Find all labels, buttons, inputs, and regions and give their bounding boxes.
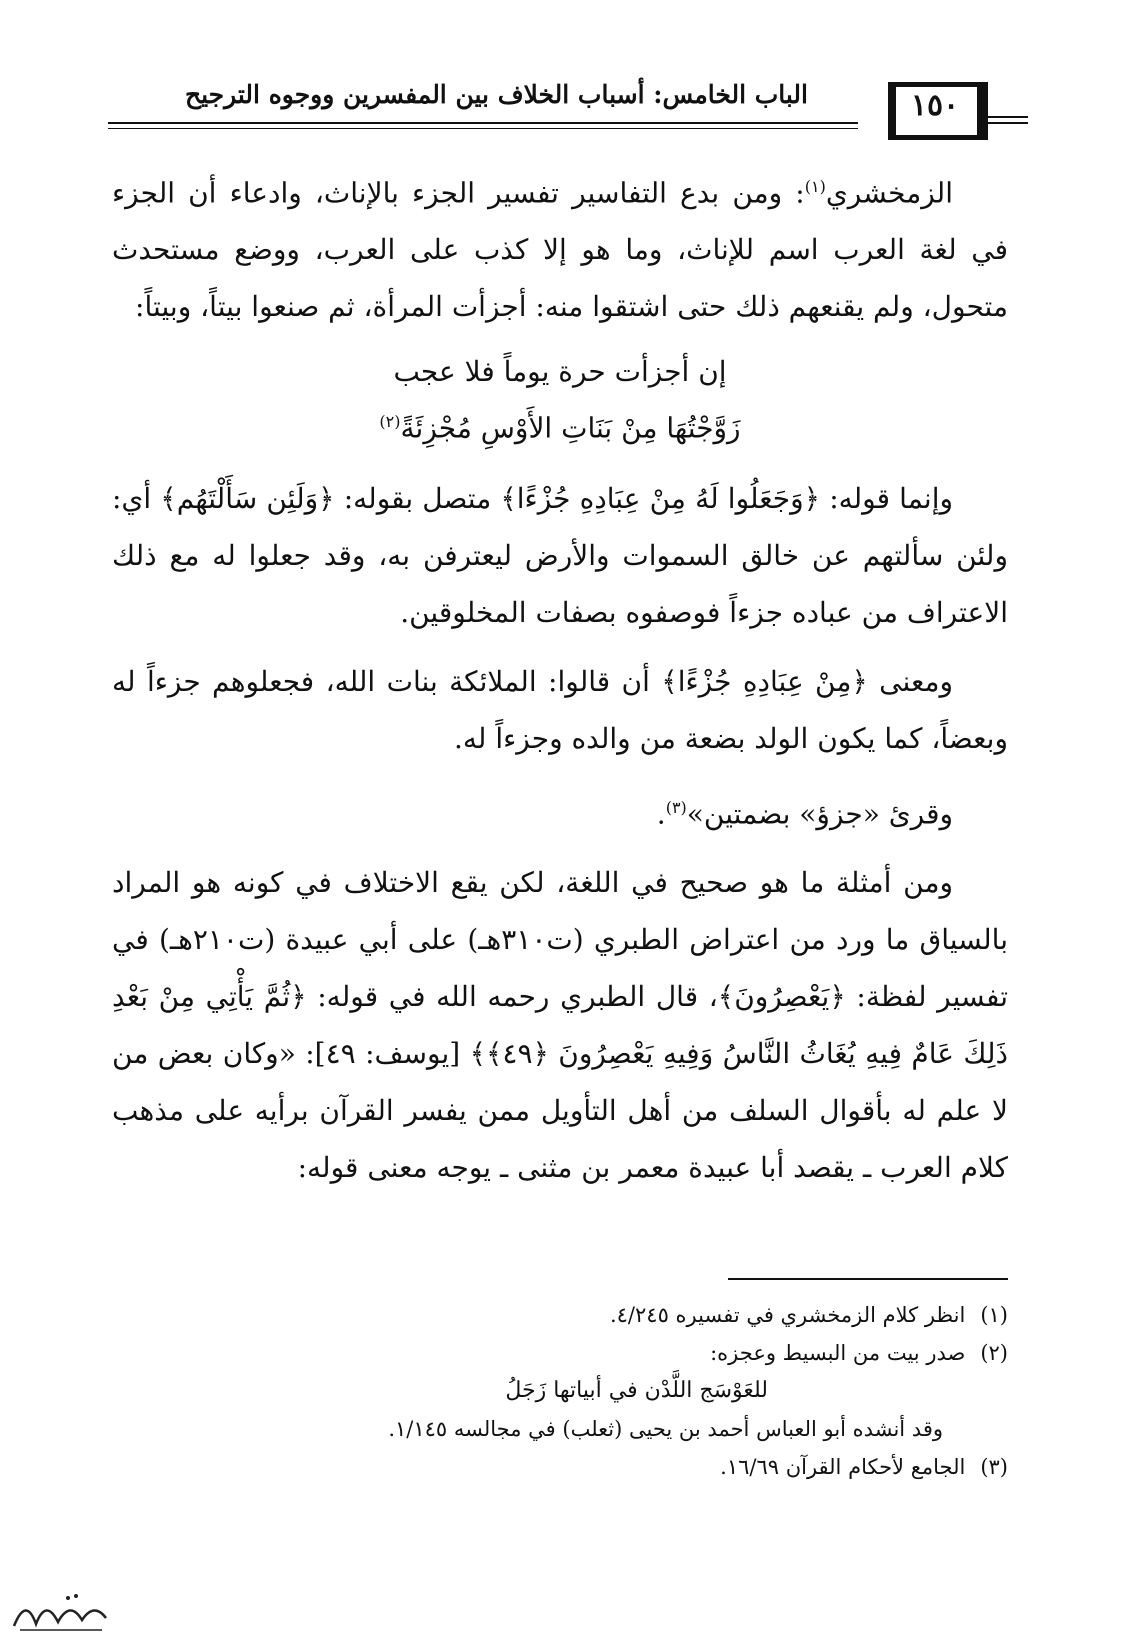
header-rule bbox=[108, 122, 858, 124]
verse-line-1: إن أجزأت حرة يوماً فلا عجب bbox=[393, 355, 727, 389]
page-header bbox=[108, 72, 1018, 142]
verse-line-2-wrap bbox=[112, 397, 1008, 453]
p4-text: وقرئ «جزؤ» بضمتين» bbox=[686, 796, 953, 830]
footnote-2-verse: للعَوْسَج اللَّدْن في أبياتها زَجَلُ bbox=[505, 1378, 768, 1403]
paragraph-5: ومن أمثلة ما هو صحيح في اللغة، لكن يقع الاختلاف في كونه هو المراد بالسياق ما ورد من اعتراض الطبري (ت٣١٠هـ) على أبي عبيدة (ت٢١٠هـ) في تفسير لفظة: ﴿يَعْصِرُونَ﴾، قال الطبري رحمه الله في قوله: ﴿ثُمَّ يَأْتِي مِنْ بَعْدِ ذَلِكَ عَامٌ فِيهِ يُغَاثُ النَّاسُ وَفِيهِ يَعْصِرُونَ ﴿٤٩﴾﴾ [يوسف: ٤٩]: «وكان بعض من لا علم له بأقوال السلف من أهل التأويل ممن يفسر القرآن برأيه على مذهب كلام العرب ـ يقصد أبا عبيدة معمر بن مثنى ـ يوجه معنى قوله: bbox=[112, 865, 1009, 1184]
footnote-number: (٢) bbox=[980, 1341, 1008, 1365]
paragraph-3: ومعنى ﴿مِنْ عِبَادِهِ جُزْءًا﴾ أن قالوا: الملائكة بنات الله، فجعلوهم جزءاً له وبعضاً، كما يكون الولد بضعة من والده وجزءاً له. bbox=[112, 664, 1008, 755]
paragraph-1 bbox=[112, 158, 1008, 335]
paragraph-4 bbox=[112, 779, 1008, 842]
p4-end: . bbox=[656, 796, 666, 830]
poetry-verse bbox=[112, 347, 1008, 453]
footnote-1 bbox=[130, 1296, 1008, 1334]
main-text bbox=[112, 158, 1008, 1208]
footnotes bbox=[130, 1296, 1008, 1486]
verse-line-2: زَوَّجْتُهَا مِنْ بَنَاتِ الأَوْسِ مُجْزِئَةً bbox=[400, 411, 741, 445]
footnote-text: صدر بيت من البسيط وعجزه: bbox=[710, 1341, 966, 1365]
page-number-ornament bbox=[858, 82, 1018, 134]
p1-start: الزمخشري bbox=[825, 176, 953, 210]
p1-rest: : ومن بدع التفاسير تفسير الجزء بالإناث، وادعاء أن الجزء في لغة العرب اسم للإناث، وما هو إلا كذب على العرب، ووضع مستحدث متحول، ولم يقنعهم ذلك حتى اشتقوا منه: أجزأت المرأة، ثم صنعوا بيتاً، وبيتاً: bbox=[112, 176, 1008, 324]
page-number: ١٥٠ bbox=[910, 88, 960, 123]
footnote-ref-2[interactable]: (٢) bbox=[379, 412, 401, 432]
footnote-2 bbox=[130, 1334, 1008, 1372]
footnote-2-continuation: وقد أنشده أبو العباس أحمد بن يحيى (ثعلب) في مجالسه ١/١٤٥. bbox=[388, 1417, 943, 1441]
running-title: الباب الخامس: أسباب الخلاف بين المفسرين ووجوه الترجيح bbox=[184, 80, 808, 109]
ornament-bar-right bbox=[980, 82, 988, 140]
footnote-number: (١) bbox=[980, 1303, 1008, 1327]
header-rule-thin bbox=[108, 128, 858, 129]
footnote-number: (٣) bbox=[980, 1455, 1008, 1479]
footnote-text: انظر كلام الزمخشري في تفسيره ٤/٢٤٥. bbox=[609, 1303, 966, 1327]
footnote-ref-1[interactable]: (١) bbox=[804, 177, 826, 196]
ornament-tail bbox=[988, 116, 1028, 124]
footnote-ref-3[interactable]: (٣) bbox=[665, 797, 687, 817]
footnote-text: الجامع لأحكام القرآن ١٦/٦٩. bbox=[720, 1455, 966, 1479]
footnote-separator bbox=[728, 1278, 1008, 1280]
publisher-logo bbox=[6, 1586, 116, 1638]
footnote-3 bbox=[130, 1448, 1008, 1486]
paragraph-2: وإنما قوله: ﴿وَجَعَلُوا لَهُ مِنْ عِبَادِهِ جُزْءًا﴾ متصل بقوله: ﴿وَلَئِن سَأَلْتَهُم﴾ أي: ولئن سألتهم عن خالق السموات والأرض ليعترفن به، وقد جعلوا له مع ذلك الاعتراف من عباده جزءاً فوصفوه بصفات المخلوقين. bbox=[112, 481, 1008, 629]
